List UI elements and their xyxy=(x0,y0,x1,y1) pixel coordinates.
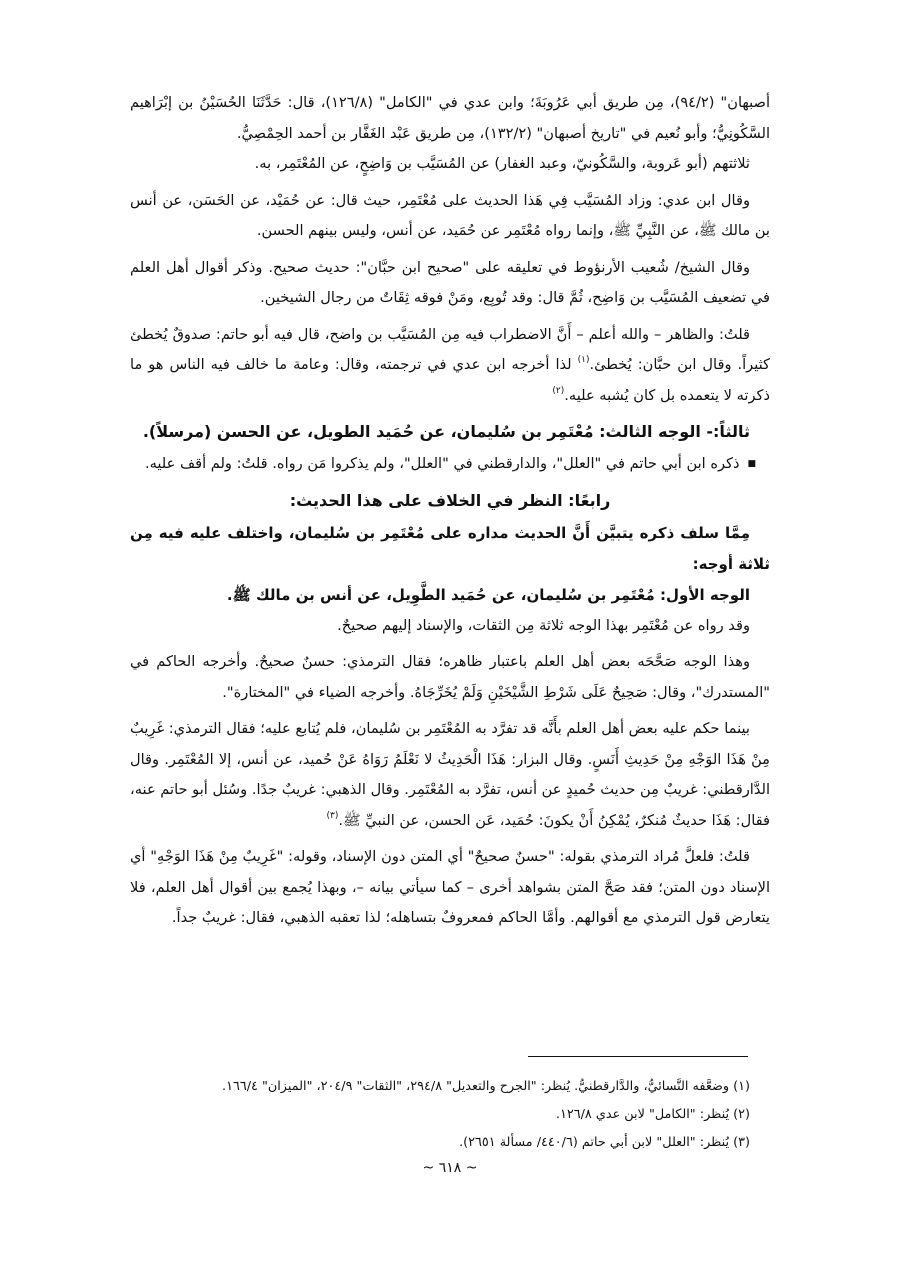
paragraph-2: ثلاثتهم (أبو عَروبة، والسَّكُونيّ، وعبد الغفار) عن المُسَيَّب بن وَاضِحٍ، عن المُعْتَمِر، به. xyxy=(254,155,750,172)
bullet-text: ذكره ابن أبي حاتم في "العلل"، والدارقطني في "العلل"، ولم يذكروا مَن رواه. قلتُ: ولم أقف عليه. xyxy=(144,455,740,472)
paragraph-1: أصبهان" (٩٤/٢)، مِن طريق أبي عَرُوبَةَ؛ وابن عدي في "الكامل" (١٢٦/٨)، قال: حَدَّثَنَا الحُسَيْنُ بن إبْرَاهيم السَّكُونِيُّ؛ وأبو نُعيم في "تاريخ أصبهان" (١٣٢/٢)، مِن طريق عَبْد الغَفَّار بن أحمد الحِمْصِيُّ. xyxy=(130,94,770,142)
paragraph-4: وقال الشيخ/ شُعيب الأرنؤوط في تعليقه على "صحيح ابن حبَّان": حديث صحيح. وذكر أقوال أهل العلم في تضعيف المُسَيَّب بن وَاضِح، ثُمَّ قال: وقد تُوبِع، ومَنْ فوقه ثِقَاتٌ من رجال الشيخين. xyxy=(130,258,770,306)
paragraph-8 xyxy=(130,714,770,836)
heading-rest: : مُعْتَمِر بن سُليمان، عن حُمَيد الطويل، عن الحسن (مرسلاً). xyxy=(142,422,606,441)
paragraph-3: وقال ابن عدي: وزاد المُسَيَّب فِي هَذا الحديث على مُعْتَمِر، حيث قال: عن حُمَيْد، عن الحَسَن، عن أنس بن مالك ﷺ، عن النَّبِيِّ ﷺ، وإنما رواه مُعْتَمِر عن حُمَيد، عن أنس، وليس بينهم الحسن. xyxy=(130,191,770,239)
bold-paragraph-1: مِمَّا سلف ذكره يتبيَّن أَنَّ الحديث مداره على مُعْتَمِر بن سُليمان، واختلف عليه فيه مِن ثلاثة أوجه: xyxy=(130,523,770,573)
heading-lead: ثالثاً:- الوجه الثالث xyxy=(605,422,750,441)
footnote-ref-3: (٣) xyxy=(326,810,339,821)
footnote-3: (٣) يُنظر: "العلل" لابن أبي حاتم (٤٤٠/٦/ مسألة ٢٦٥١). xyxy=(459,1135,750,1150)
paragraph-9: قلتُ: فلعلَّ مُراد الترمذي بقوله: "حسنٌ صحيحٌ" أي المتن دون الإسناد، وقوله: "غَرِيبٌ مِنْ هَذَا الوَجْهِ" أي الإسناد دون المتن؛ فقد صَحَّ المتن بشواهد أخرى – كما سيأتي بيانه –، وبهذا يُجمع بين أقوال أهل العلم، فلا يتعارض قول الترمذي مع أقوالهم. وأمَّا الحاكم فمعروفٌ بتساهله؛ لذا تعقبه الذهبي، فقال: غريبٌ جداً. xyxy=(130,848,770,926)
paragraph-7: وهذا الوجه صَحَّحَه بعض أهل العلم باعتبار ظاهره؛ فقال الترمذي: حسنٌ صحيحٌ. وأخرجه الحاكم في "المستدرك"، وقال: صَحِيحٌ عَلَى شَرْطِ الشَّيْخَيْنِ وَلَمْ يُخَرِّجَاهُ. وأخرجه الضياء في "المختارة". xyxy=(130,653,770,701)
paragraph-8-text: بينما حكم عليه بعض أهل العلم بأَنَّه قد تفرَّد به المُعْتَمِر بن سُليمان، فلم يُتابع عليه؛ فقال الترمذي: غَرِيبٌ مِنْ هَذَا الوَجْهِ مِنْ حَدِيثِ أَنَسٍ. وقال البزار: هَذَا الْحَدِيثُ لا نَعْلَمُ رَوَاهُ عَنْ حُميد، عن أنس، إلا المُعْتَمِر. وقال الدَّارقطني: غريبٌ مِن حديث حُميدٍ عن أنس، تفرَّد به المُعْتَمِر. وقال الذهبي: غريبٌ جدًا. وسُئل أبو حاتم عنه، فقال: هَذَا حديثٌ مُنكرٌ، يُمْكِنُ أَنْ يكونَ: حُمَيد، عَن الحسن، عن النبيِّ ﷺ. xyxy=(130,720,770,829)
footnote-separator xyxy=(528,1056,748,1057)
paragraph-5 xyxy=(130,320,770,412)
footnotes xyxy=(150,1073,750,1157)
paragraph-5-text-b: لذا أخرجه ابن عدي في ترجمته، وقال: وعامة ما خالف فيه الناس هو ما ذكرته لا يتعمده بل كان يُشبه عليه. xyxy=(130,356,770,404)
page-number: ~ ٦١٨ ~ xyxy=(422,1160,478,1176)
main-text xyxy=(130,88,770,934)
paragraph-6: وقد رواه عن مُعْتَمِر بهذا الوجه ثلاثة مِن الثقات، والإسناد إليهم صحيحٌ. xyxy=(337,616,750,634)
footnote-ref-1: (١) xyxy=(577,355,590,365)
section-heading-third-aspect xyxy=(130,415,770,449)
footnote-1: (١) وضعَّفه النَّسائيُّ، والدَّارقطنيُّ. يُنظر: "الجرح والتعديل" ٢٩٤/٨، "الثقات" ٢٠٤/٩، "الميزان" ١٦٦/٤. xyxy=(222,1079,750,1094)
bold-paragraph-2: الوجه الأول: مُعْتَمِر بن سُليمان، عن حُمَيد الطَّوِيل، عن أنس بن مالك ﷺ. xyxy=(226,585,750,604)
footnote-2: (٢) يُنظر: "الكامل" لابن عدي ١٢٦/٨. xyxy=(555,1107,750,1122)
section-heading-fourth: رابعًا: النظر في الخلاف على هذا الحديث: xyxy=(289,490,611,510)
bullet-item xyxy=(130,449,770,480)
paragraph-5-text: قلتُ: والظاهر – والله أعلم – أَنَّ الاضطراب فيه مِن المُسَيَّب بن واضح، قال فيه أبو حاتم: صدوقٌ يُخطئ كثيراً. وقال ابن حبَّان: يُخطئ. xyxy=(130,325,770,373)
square-bullet-icon: ■ xyxy=(747,459,756,469)
footnote-ref-2: (٢) xyxy=(552,385,565,396)
